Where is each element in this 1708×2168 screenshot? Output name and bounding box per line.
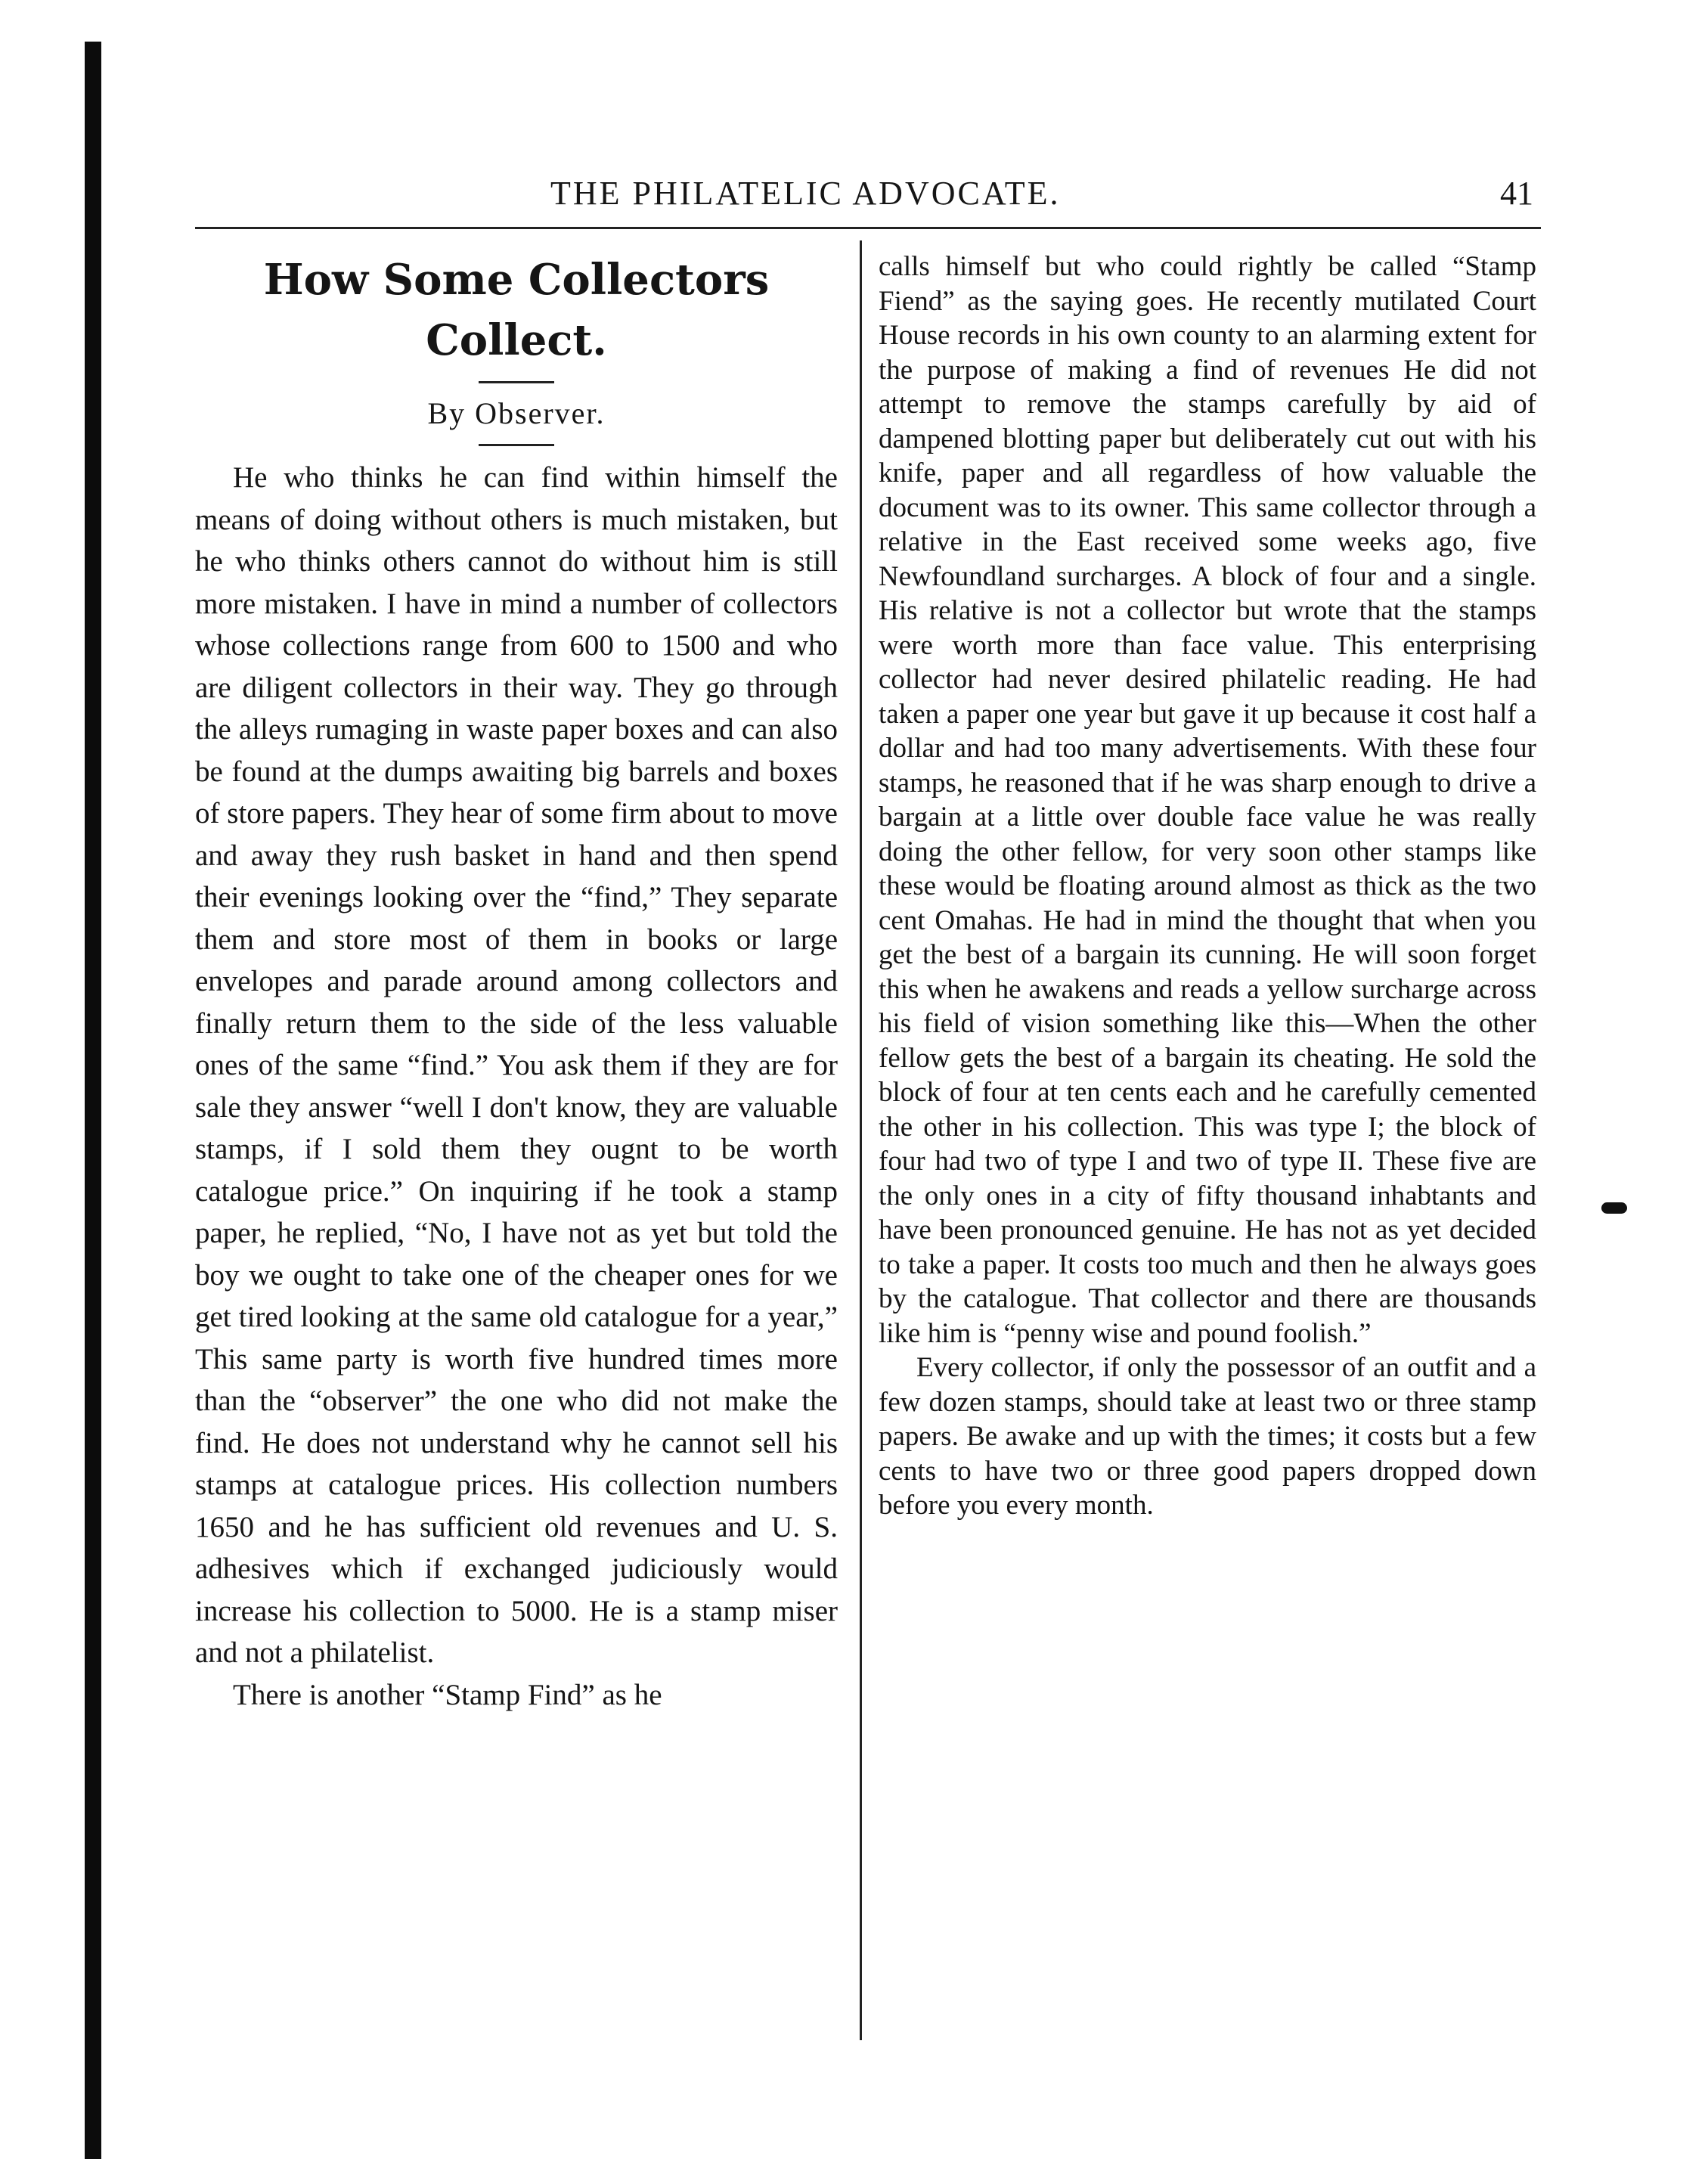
paragraph: He who thinks he can find within himself the means of doing without others is much mistaken, but he who thinks others cannot do without him is still more mistaken. I have in mind a number of collectors whose collections range from 600 to 1500 and who are diligent collectors in their way. They go through the alleys rumaging in waste paper boxes and can also be found at the dumps awaiting big barrels and boxes of store papers. They hear of some firm about to move and away they rush basket in hand and then spend their evenings looking over the “find,” They separate them and store most of them in books or large envelopes and parade around among collectors and finally return them to the side of the less valuable ones of the same “find.” You ask them if they are for sale they answer “well I don't know, they are valuable stamps, if I sold them they ougnt to be worth catalogue price.” On inquiring if he took a stamp paper, he replied, “No, I have not as yet but told the boy we ought to take one of the cheaper ones for we get tired looking at the same old catalogue for a year,” This same party is worth five hundred times more than the “observer” the one who did not make the find. He does not understand why he cannot sell his stamps at catalogue prices. His collection numbers 1650 and he has sufficient old revenues and U. S. adhesives which if exchanged judiciously would increase his collection to 5000. He is a stamp miser and not a philatelist. [195, 461, 838, 1669]
paragraph: Every collector, if only the possessor of an outfit and a few dozen stamps, should take at least two or three stamp papers. Be awake and up with the times; it costs but a few cents to have two or three good papers dropped down before you every month. [879, 1352, 1536, 1521]
left-column [195, 250, 838, 1716]
paragraph: There is another “Stamp Find” as he [233, 1678, 662, 1711]
binding-spine-bar [85, 42, 101, 2159]
article-title-line-2: Collect. [426, 315, 607, 365]
column-divider [860, 240, 862, 2040]
title-rule [479, 381, 554, 383]
header-rule [195, 227, 1541, 229]
byline-rule [479, 444, 554, 446]
margin-ink-mark [1601, 1202, 1627, 1214]
page-number: 41 [1500, 175, 1533, 212]
right-column [879, 250, 1536, 1523]
paragraph: calls himself but who could rightly be called “Stamp Fiend” as the saying goes. He recently mutilated Court House records in his own county to an alarming extent for the purpose of making a find of revenues He did not attempt to remove the stamps carefully by aid of dampened blotting paper but deliberately cut out with his knife, paper and all regardless of how valuable the document was to its owner. This same collector through a relative in the East received some weeks ago, five Newfoundland surcharges. A block of four and a single. His relative is not a collector but wrote that the stamps were worth more than face value. This enterprising collector had never desired philatelic reading. He had taken a paper one year but gave it up because it cost half a dollar and had too many advertisements. With these four stamps, he reasoned that if he was sharp enough to drive a bargain at a little over double face value he was really doing the other fellow, for very soon other stamps like these would be floating around almost as thick as the two cent Omahas. He had in mind the thought that when you get the best of a bargain its cunning. He will soon forget this when he awakens and reads a yellow surcharge across his field of vision something like this—When the other fellow gets the best of a bargain its cheating. He sold the block of four at ten cents each and he carefully cemented the other in his collection. This was type I; the block of four had two of type I and two of type II. These five are the only ones in a city of fifty thousand inhabtants and have been pronounced genuine. He has not as yet decided to take a paper. It costs too much and then he always goes by the catalogue. That collector and there are thousands like him is “penny wise and pound foolish.” [879, 251, 1536, 1349]
article-title [195, 250, 838, 371]
byline: By Observer. [427, 396, 606, 430]
journal-title: THE PHILATELIC ADVOCATE. [550, 175, 1061, 212]
running-header [195, 174, 1541, 219]
article-title-line-1: How Some Collectors [263, 255, 770, 305]
